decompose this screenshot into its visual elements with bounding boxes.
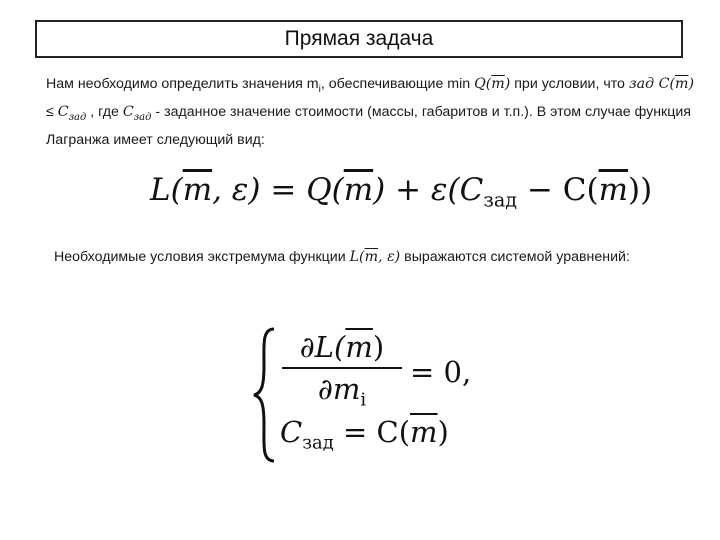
q-func: Q( xyxy=(474,76,492,92)
intro-paragraph xyxy=(46,73,696,151)
eq1-m1: $\overline{m}$ xyxy=(182,172,213,208)
eq1-eps-q: , ε) = Q( xyxy=(212,172,344,208)
eq2-mid: = C( xyxy=(333,415,411,449)
cond-L: L( xyxy=(349,249,365,265)
intro-text-3: при условии, что xyxy=(510,76,629,92)
cond-m: $\overline{m}$ xyxy=(364,249,379,265)
fraction-numerator xyxy=(282,329,402,365)
eq2-C: C xyxy=(280,415,303,449)
eq1-plus: ) + ε(C xyxy=(373,172,484,208)
c-zad-2-sub: зад xyxy=(133,111,152,123)
eq2-sub: зад xyxy=(302,432,334,454)
eq1-L: L( xyxy=(150,172,183,208)
den-prefix: ∂m xyxy=(317,372,361,406)
intro-text-1: Нам необходимо определить значения m xyxy=(46,76,319,92)
intro-sub-i: i xyxy=(318,83,321,95)
partial-derivative-fraction xyxy=(282,329,402,418)
left-brace-icon xyxy=(250,325,280,465)
fraction-bar xyxy=(282,367,402,369)
slide-title-text: Прямая задача xyxy=(284,27,434,50)
eq1-sub-zad: зад xyxy=(483,188,518,212)
intro-text-4: , где xyxy=(86,103,123,120)
num-m: $\overline{m}$ xyxy=(345,330,373,364)
fraction-denominator xyxy=(282,371,402,418)
c-zad-2: C xyxy=(122,103,134,120)
zad-word: зад xyxy=(628,76,659,92)
den-sub: i xyxy=(360,389,367,411)
num-prefix: ∂L( xyxy=(299,330,346,364)
constraint-equation xyxy=(280,415,449,453)
m-vector-2: $\overline{m}$ xyxy=(674,76,689,92)
c-zad: C xyxy=(57,103,69,120)
equals-zero: = 0, xyxy=(410,355,472,389)
c-zad-sub: зад xyxy=(68,111,87,123)
equation-system xyxy=(250,325,510,465)
m-vector: $\overline{m}$ xyxy=(491,76,505,92)
intro-text-5: - заданное значение стоимости (массы, габаритов и т.п.). В этом случае функция Лагранжа имеет следующий вид: xyxy=(46,103,691,148)
eq1-m2: $\overline{m}$ xyxy=(343,172,374,208)
c-func: C( xyxy=(658,76,675,92)
q-close: ) xyxy=(504,76,511,92)
eq1-m3: $\overline{m}$ xyxy=(598,172,629,208)
eq2-close: ) xyxy=(437,415,449,449)
eq1-close: )) xyxy=(628,172,653,208)
cond-eps: , ε) xyxy=(378,249,401,265)
lagrange-equation xyxy=(150,172,652,212)
cond-text-1: Необходимые условия экстремума функции xyxy=(54,249,350,265)
intro-text-2: , обеспечивающие min xyxy=(320,76,475,92)
leq-sign: ≤ xyxy=(46,103,58,120)
conditions-paragraph xyxy=(54,246,674,268)
slide-title xyxy=(35,20,683,58)
c-close: ) xyxy=(688,76,694,92)
num-close: ) xyxy=(372,330,385,364)
eq1-minus: − C( xyxy=(517,172,599,208)
eq2-m: $\overline{m}$ xyxy=(410,415,438,449)
cond-text-2: выражаются системой уравнений: xyxy=(400,249,630,265)
